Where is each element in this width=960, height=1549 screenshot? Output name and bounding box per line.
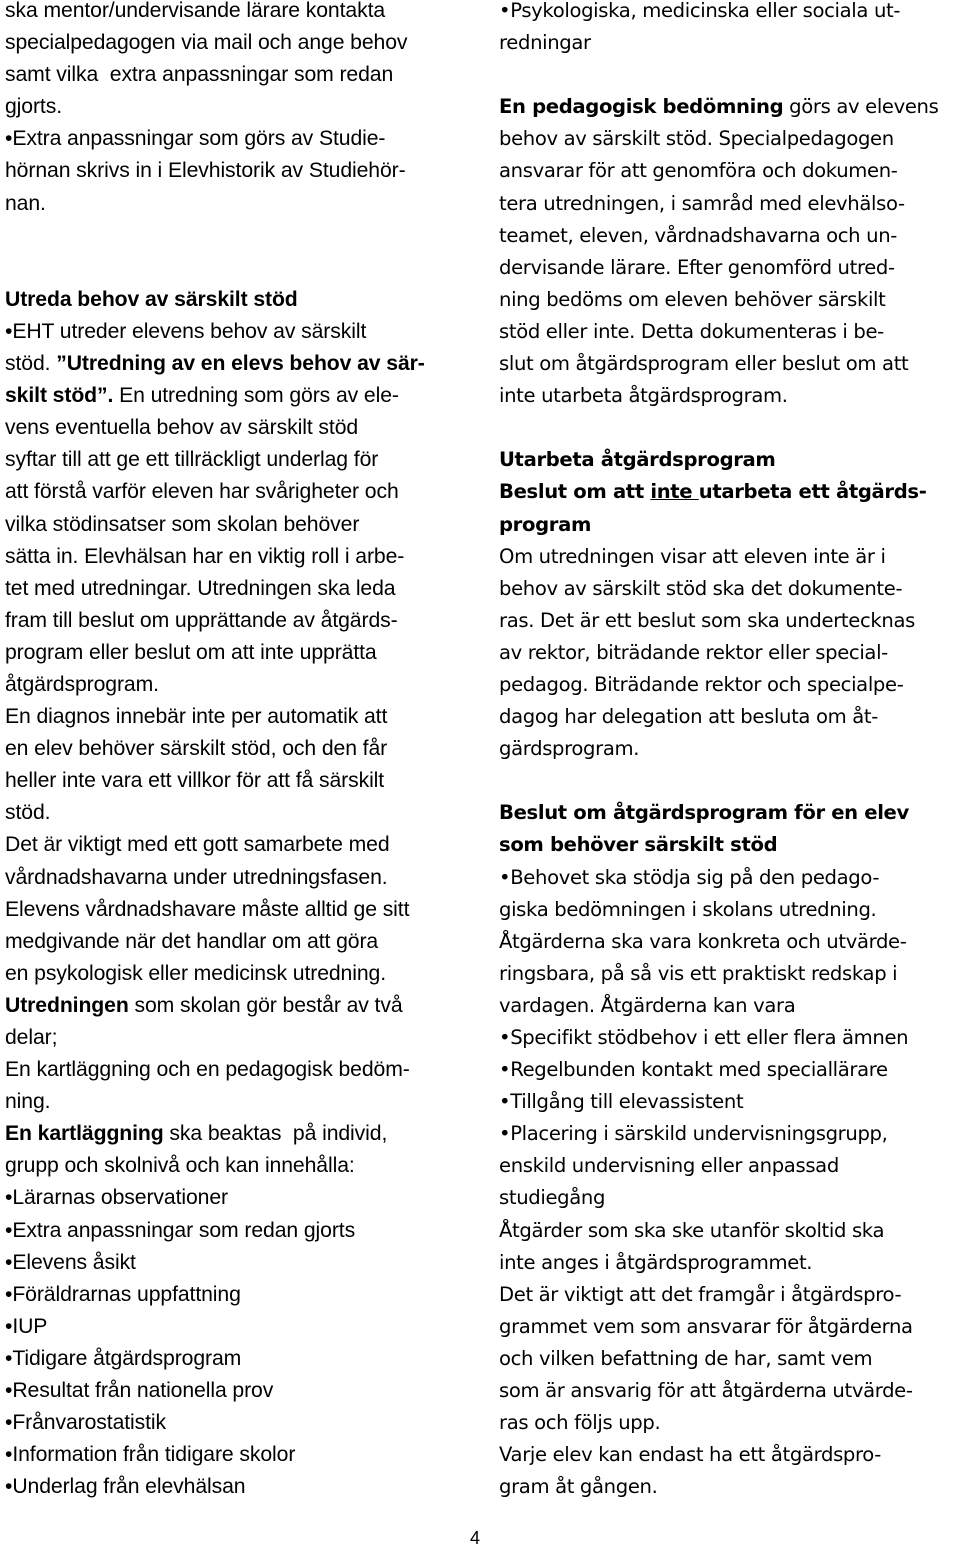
text-line (5, 380, 467, 412)
bold-text: Beslut om att (499, 480, 651, 504)
text-line (499, 252, 960, 284)
text-run: Om utredningen visar att eleven inte är i (499, 544, 886, 568)
text-run: •Extra anpassningar som görs av Studie- (5, 127, 386, 151)
text-run: inte anges i åtgärdsprogrammet. (499, 1250, 813, 1274)
bold-text: Beslut om åtgärdsprogram för en elev (499, 801, 909, 825)
text-line (499, 829, 960, 861)
text-run: ning bedöms om eleven behöver särskilt (499, 287, 886, 311)
text-line (5, 637, 467, 669)
text-run: nan. (5, 191, 46, 215)
text-run: åtgärdsprogram. (5, 672, 159, 696)
text-run: Åtgärderna ska vara konkreta och utvärde- (499, 929, 907, 953)
text-line (499, 862, 960, 894)
text-run: samt vilka extra anpassningar som redan (5, 63, 394, 87)
text-run: •Frånvarostatistik (5, 1411, 167, 1435)
text-run: ska beaktas på individ, (163, 1122, 388, 1146)
bold-text: En pedagogisk bedömning (499, 95, 784, 119)
bold-text: inte (650, 480, 699, 504)
text-line (499, 797, 960, 829)
text-run: tera utredningen, i samråd med elevhälso- (499, 191, 905, 215)
text-run: stöd. (5, 801, 51, 825)
text-line (5, 1054, 467, 1086)
text-line (499, 926, 960, 958)
text-line (499, 1311, 960, 1343)
bold-text: Utarbeta åtgärdsprogram (499, 448, 776, 472)
text-line (5, 1471, 467, 1503)
text-run: delar; (5, 1026, 58, 1049)
text-line (5, 829, 467, 861)
text-line (5, 59, 467, 91)
text-line (499, 123, 960, 155)
text-line (5, 1118, 467, 1150)
text-line (5, 1311, 467, 1343)
text-line (499, 1471, 960, 1503)
text-line (499, 765, 960, 797)
text-run: •Tidigare åtgärdsprogram (5, 1346, 242, 1370)
text-line (499, 1215, 960, 1247)
text-line (5, 188, 467, 220)
text-run: grupp och skolnivå och kan innehålla: (5, 1154, 355, 1178)
text-run: stöd. (5, 352, 57, 376)
text-run: teamet, eleven, vårdnadshavarna och un- (499, 223, 897, 247)
text-line (499, 1118, 960, 1150)
text-line (5, 926, 467, 958)
text-run: vardagen. Åtgärderna kan vara (499, 993, 796, 1017)
text-run: slut om åtgärdsprogram eller beslut om att (499, 352, 909, 376)
text-line (5, 958, 467, 990)
text-line (5, 0, 467, 27)
left-column (5, 0, 467, 1503)
text-run: •Placering i särskild undervisningsgrupp, (499, 1122, 888, 1146)
text-run: •Psykologiska, medicinska eller sociala ut- (499, 0, 901, 22)
text-line (499, 573, 960, 605)
text-line (5, 91, 467, 123)
bold-text: skilt stöd”. (5, 384, 114, 408)
text-run: Varje elev kan endast ha ett åtgärdspro- (499, 1443, 882, 1467)
text-line (5, 1182, 467, 1214)
text-run: •Behovet ska stödja sig på den pedago- (499, 865, 880, 889)
text-line (499, 155, 960, 187)
text-line (499, 1375, 960, 1407)
text-run: syftar till att ge ett tillräckligt underlag för (5, 448, 379, 472)
text-run: som är ansvarig för att åtgärderna utvärde- (499, 1379, 913, 1403)
text-line (499, 380, 960, 412)
text-run: •Tillgång till elevassistent (499, 1090, 744, 1114)
text-run: studiegång (499, 1186, 606, 1210)
text-run: gärdsprogram. (499, 737, 640, 761)
text-line (499, 1407, 960, 1439)
bold-text: som behöver särskilt stöd (499, 833, 778, 857)
text-line (5, 894, 467, 926)
text-line (5, 1086, 467, 1118)
text-run: görs av elevens (783, 95, 939, 119)
text-run: hörnan skrivs in i Elevhistorik av Studiehör- (5, 159, 406, 183)
text-run: enskild undervisning eller anpassad (499, 1154, 839, 1178)
text-line (5, 797, 467, 829)
text-line (5, 476, 467, 508)
text-line (5, 669, 467, 701)
text-run: •IUP (5, 1314, 48, 1338)
text-line (499, 1343, 960, 1375)
text-line (499, 701, 960, 733)
text-line (499, 1022, 960, 1054)
text-line (499, 316, 960, 348)
text-line (5, 701, 467, 733)
text-run: vilka stödinsatser som skolan behöver (5, 512, 360, 536)
text-line (5, 284, 467, 316)
text-run: En kartläggning och en pedagogisk bedöm- (5, 1058, 410, 1082)
text-line (499, 476, 960, 508)
text-run: av rektor, biträdande rektor eller special- (499, 640, 888, 664)
text-line (499, 733, 960, 765)
text-run: pedagog. Biträdande rektor och specialpe- (499, 672, 904, 696)
bold-text: utarbeta ett åtgärds- (698, 480, 927, 504)
text-run: Det är viktigt att det framgår i åtgärdspro- (499, 1282, 902, 1306)
text-line (499, 0, 960, 27)
text-run: Åtgärder som ska ske utanför skoltid ska (499, 1218, 885, 1242)
text-run: dagog har delegation att besluta om åt- (499, 705, 878, 729)
text-run: Det är viktigt med ett gott samarbete med (5, 833, 390, 857)
bold-text: En kartläggning (5, 1122, 164, 1146)
text-line (5, 220, 467, 252)
text-line (499, 637, 960, 669)
text-line (5, 605, 467, 637)
text-line (5, 1375, 467, 1407)
text-run: dervisande lärare. Efter genomförd utred- (499, 255, 895, 279)
text-run: specialpedagogen via mail och ange behov (5, 31, 408, 55)
text-line (499, 188, 960, 220)
text-line (499, 1182, 960, 1214)
text-line (5, 990, 467, 1022)
text-line (499, 444, 960, 476)
text-run: heller inte vara ett villkor för att få särskilt (5, 769, 385, 793)
text-line (499, 1439, 960, 1471)
text-line (499, 1086, 960, 1118)
text-run: gjorts. (5, 95, 62, 119)
text-run: •Underlag från elevhälsan (5, 1475, 246, 1499)
text-run: tet med utredningar. Utredningen ska leda (5, 576, 396, 600)
bold-text: program (499, 512, 592, 536)
text-run: •EHT utreder elevens behov av särskilt (5, 319, 367, 343)
text-run: behov av särskilt stöd ska det dokumente- (499, 576, 903, 600)
text-run: ringsbara, på så vis ett praktiskt redskap i (499, 961, 898, 985)
text-line (499, 1054, 960, 1086)
text-line (499, 348, 960, 380)
text-line (5, 573, 467, 605)
text-line (499, 284, 960, 316)
text-line (499, 412, 960, 444)
text-line (5, 765, 467, 797)
text-run: stöd eller inte. Detta dokumenteras i be- (499, 319, 884, 343)
text-line (499, 990, 960, 1022)
text-run: ansvarar för att genomföra och dokumen- (499, 159, 898, 183)
text-run: vårdnadshavarna under utredningsfasen. (5, 865, 388, 889)
text-run: att förstå varför eleven har svårigheter och (5, 480, 399, 504)
text-line (5, 1279, 467, 1311)
text-line (499, 27, 960, 59)
text-run: grammet vem som ansvarar för åtgärderna (499, 1314, 913, 1338)
text-line (499, 1279, 960, 1311)
bold-text: ”Utredning av en elevs behov av sär- (56, 352, 425, 376)
text-run: behov av särskilt stöd. Specialpedagogen (499, 127, 894, 151)
text-run: redningar (499, 31, 591, 55)
text-line (5, 1343, 467, 1375)
text-run: •Föräldrarnas uppfattning (5, 1282, 241, 1306)
text-line (5, 509, 467, 541)
text-run: vens eventuella behov av särskilt stöd (5, 416, 359, 440)
right-column (499, 0, 960, 1503)
text-line (5, 1439, 467, 1471)
text-line (499, 541, 960, 573)
text-line (5, 1022, 467, 1054)
text-line (5, 155, 467, 187)
text-line (499, 91, 960, 123)
text-run: sätta in. Elevhälsan har en viktig roll i arbe- (5, 544, 405, 568)
text-run: och vilken befattning de har, samt vem (499, 1346, 873, 1370)
text-run: •Specifikt stödbehov i ett eller flera ämnen (499, 1026, 909, 1049)
text-run: •Regelbunden kontakt med speciallärare (499, 1058, 888, 1082)
text-run: ning. (5, 1090, 51, 1114)
text-run: giska bedömningen i skolans utredning. (499, 897, 877, 921)
text-line (5, 27, 467, 59)
text-line (5, 412, 467, 444)
text-run: En utredning som görs av ele- (113, 384, 399, 408)
text-line (499, 894, 960, 926)
text-run: fram till beslut om upprättande av åtgärds- (5, 608, 398, 632)
text-line (499, 1247, 960, 1279)
text-line (499, 669, 960, 701)
text-run: en psykologisk eller medicinsk utredning. (5, 961, 386, 985)
text-line (5, 348, 467, 380)
text-line (5, 1150, 467, 1182)
bold-text: Utredningen (5, 993, 129, 1017)
text-line (5, 444, 467, 476)
text-line (499, 1150, 960, 1182)
text-line (5, 1407, 467, 1439)
text-run: •Resultat från nationella prov (5, 1379, 274, 1403)
text-run: ras. Det är ett beslut som ska undertecknas (499, 608, 915, 632)
text-run: •Elevens åsikt (5, 1250, 136, 1274)
text-line (499, 59, 960, 91)
text-run: program eller beslut om att inte upprätta (5, 640, 377, 664)
text-run: gram åt gången. (499, 1475, 658, 1499)
text-line (5, 733, 467, 765)
text-line (5, 316, 467, 348)
text-run: Elevens vårdnadshavare måste alltid ge sitt (5, 897, 410, 921)
text-line (5, 862, 467, 894)
text-line (5, 541, 467, 573)
text-run: •Information från tidigare skolor (5, 1443, 296, 1467)
text-line (5, 1215, 467, 1247)
text-run: ska mentor/undervisande lärare kontakta (5, 0, 386, 22)
text-run: En diagnos innebär inte per automatik att (5, 705, 388, 729)
text-line (499, 509, 960, 541)
text-run: •Lärarnas observationer (5, 1186, 229, 1210)
text-run: •Extra anpassningar som redan gjorts (5, 1218, 356, 1242)
page-number: 4 (470, 1528, 481, 1548)
text-run: ras och följs upp. (499, 1411, 661, 1435)
text-line (5, 123, 467, 155)
bold-text: Utreda behov av särskilt stöd (5, 287, 298, 311)
text-line (499, 220, 960, 252)
text-line (499, 605, 960, 637)
text-run: som skolan gör består av två (128, 993, 403, 1017)
text-line (5, 252, 467, 284)
text-run: medgivande när det handlar om att göra (5, 929, 379, 953)
text-line (5, 1247, 467, 1279)
text-run: en elev behöver särskilt stöd, och den får (5, 737, 388, 761)
text-run: inte utarbeta åtgärdsprogram. (499, 384, 788, 408)
text-line (499, 958, 960, 990)
